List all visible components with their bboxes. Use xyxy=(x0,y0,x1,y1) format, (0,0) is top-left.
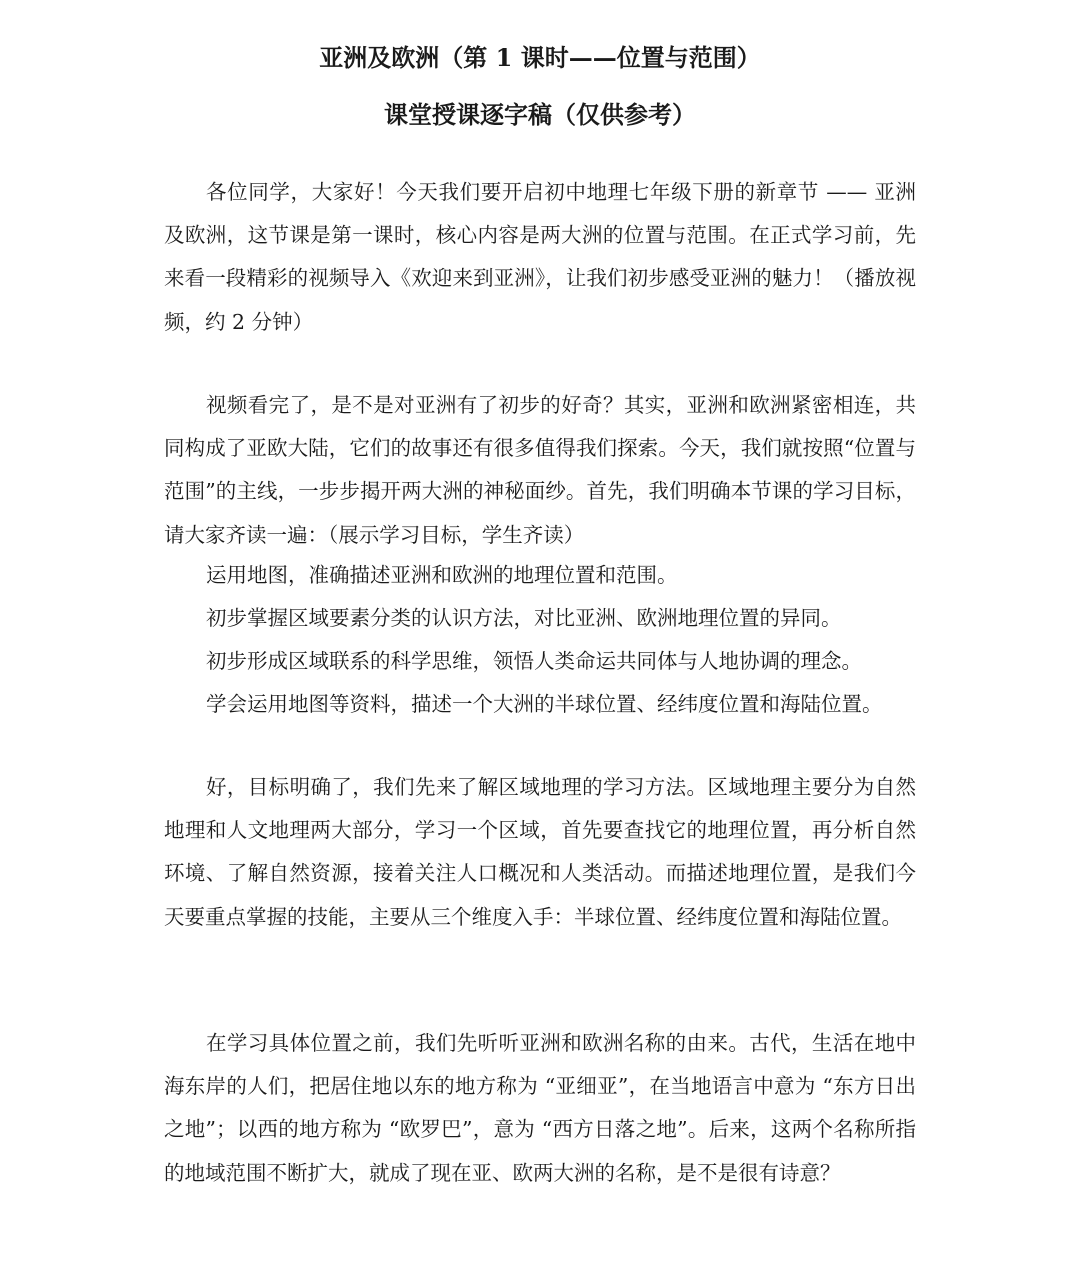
objective-item: 初步掌握区域要素分类的认识方法，对比亚洲、欧洲地理位置的异同。 xyxy=(206,606,842,630)
paragraph-name-origin: 在学习具体位置之前，我们先听听亚洲和欧洲名称的由来。古代，生活在地中海东岸的人们，把居住地以东的地方称为 “亚细亚”，在当地语言中意为 “东方日出之地”；以西的地方称为 “欧罗巴”，意为 “西方日落之地”。后来，这两个名称所指的地域范围不断扩大，就成了现在亚、欧两大洲的名称，是不是很有诗意？ xyxy=(164,1031,916,1185)
document-title: 亚洲及欧洲（第 1 课时——位置与范围） xyxy=(319,43,761,72)
objective-item: 学会运用地图等资料，描述一个大洲的半球位置、经纬度位置和海陆位置。 xyxy=(206,692,883,716)
paragraph-method: 好，目标明确了，我们先来了解区域地理的学习方法。区域地理主要分为自然地理和人文地理两大部分，学习一个区域，首先要查找它的地理位置，再分析自然环境、了解自然资源，接着关注人口概况和人类活动。而描述地理位置，是我们今天要重点掌握的技能，主要从三个维度入手：半球位置、经纬度位置和海陆位置。 xyxy=(164,775,916,929)
objective-item: 初步形成区域联系的科学思维，领悟人类命运共同体与人地协调的理念。 xyxy=(206,649,862,673)
objective-item: 运用地图，准确描述亚洲和欧洲的地理位置和范围。 xyxy=(206,563,678,587)
paragraph-intro: 各位同学，大家好！今天我们要开启初中地理七年级下册的新章节 —— 亚洲及欧洲，这节课是第一课时，核心内容是两大洲的位置与范围。在正式学习前，先来看一段精彩的视频导入《欢迎来到亚洲》，让我们初步感受亚洲的魅力！（播放视频，约 2 分钟） xyxy=(164,180,916,334)
paragraph-video-followup: 视频看完了，是不是对亚洲有了初步的好奇？其实，亚洲和欧洲紧密相连，共同构成了亚欧大陆，它们的故事还有很多值得我们探索。今天，我们就按照“位置与范围”的主线，一步步揭开两大洲的神秘面纱。首先，我们明确本节课的学习目标，请大家齐读一遍：（展示学习目标，学生齐读） xyxy=(164,393,916,547)
document-subtitle: 课堂授课逐字稿（仅供参考） xyxy=(384,100,696,129)
